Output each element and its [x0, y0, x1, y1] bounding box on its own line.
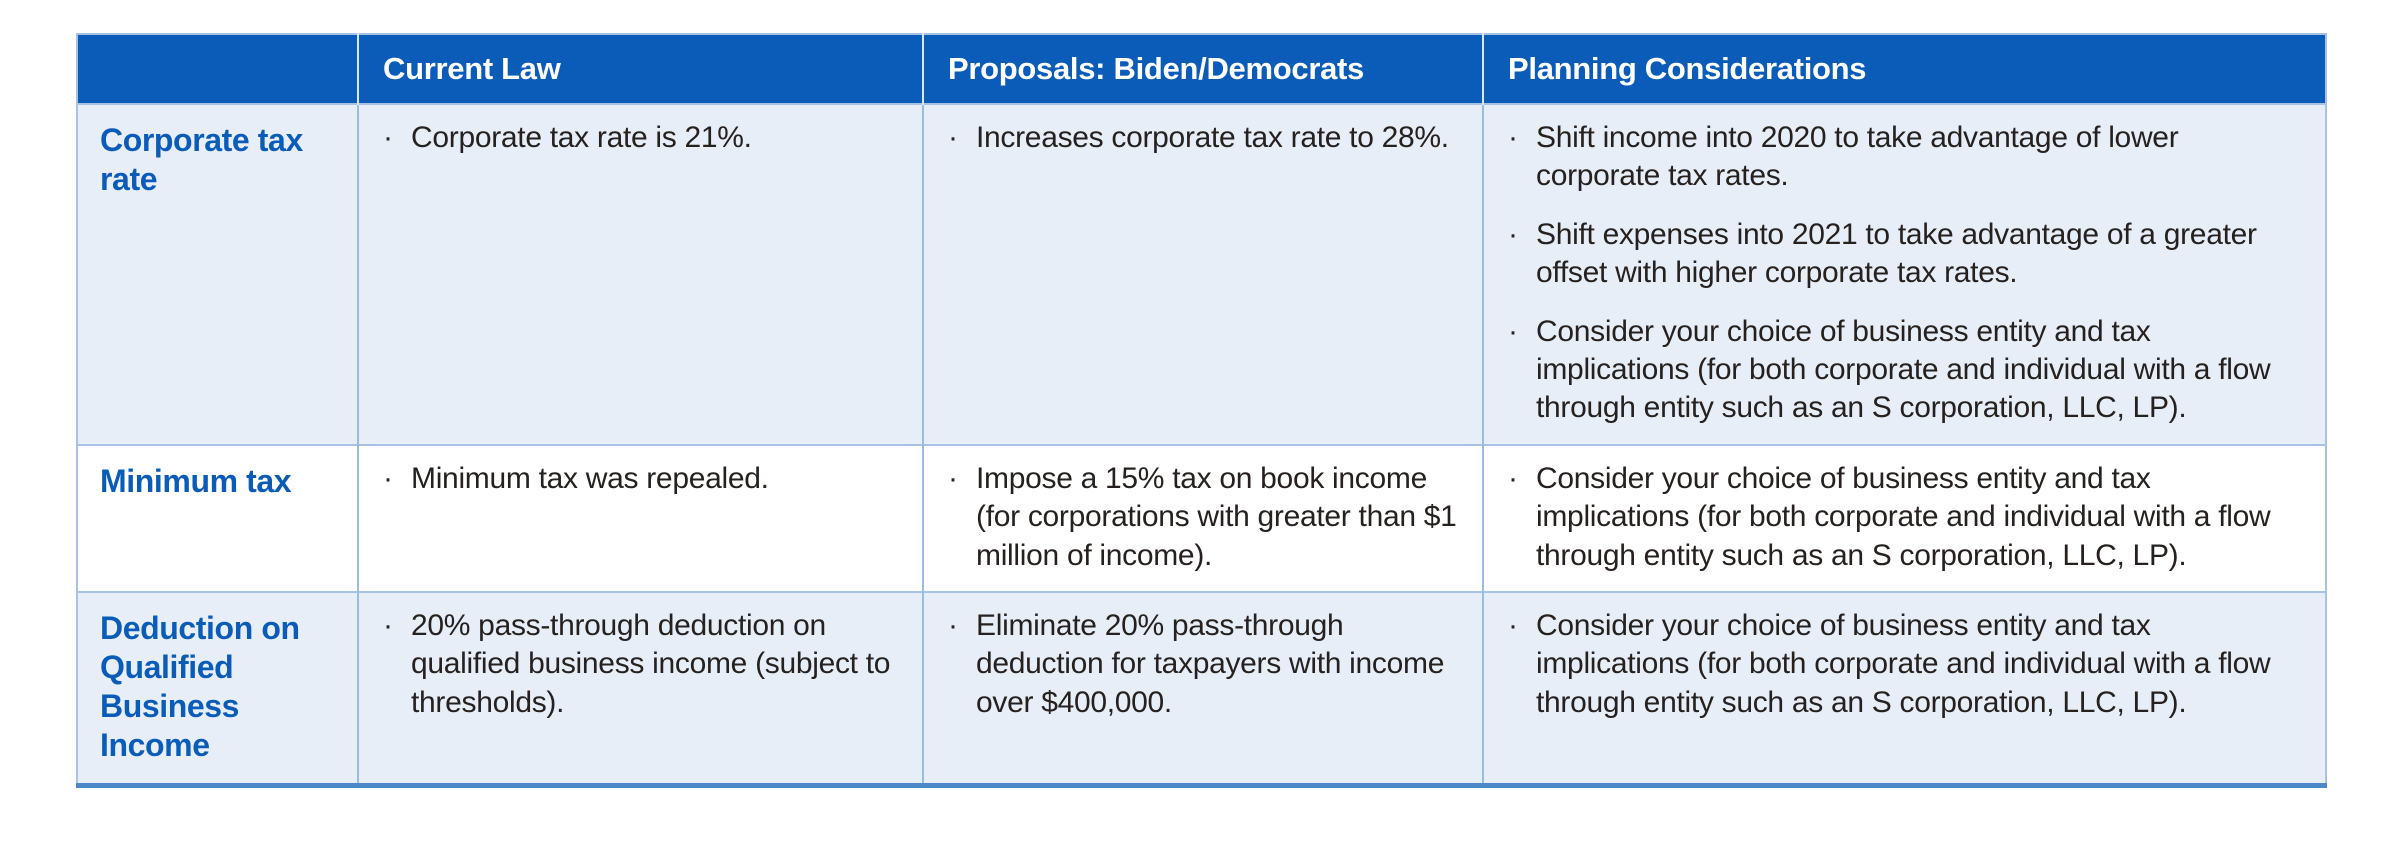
- bullet-text: Increases corporate tax rate to 28%.: [976, 121, 1449, 154]
- bullet-text: Impose a 15% tax on book income (for corporations with greater than $1 million of income).: [976, 461, 1457, 572]
- bullet-icon: ·: [948, 121, 958, 154]
- table-row: [77, 592, 2326, 786]
- bullet-icon: ·: [1508, 121, 1518, 154]
- bullet-text: Consider your choice of business entity and tax implications (for both corporate and individual with a flow through entity such as an S corporation, LLC, LP).: [1536, 461, 2271, 572]
- bullet-item: [1508, 313, 2307, 428]
- row-topic-label: Deduction on Qualified Business Income: [100, 609, 300, 763]
- bullet-item: [948, 119, 1464, 157]
- row-topic-label: Corporate tax rate: [100, 122, 303, 198]
- bullet-item: [383, 460, 904, 498]
- cell-proposals: [923, 104, 1483, 445]
- bullet-icon: ·: [383, 461, 393, 495]
- bullet-item: [948, 460, 1464, 575]
- header-current-law: Current Law: [358, 34, 923, 104]
- cell-current-law: [358, 592, 923, 786]
- bullet-icon: ·: [1508, 608, 1518, 642]
- cell-planning: [1483, 592, 2326, 786]
- bullet-icon: ·: [1508, 461, 1518, 495]
- header-planning-considerations: Planning Considerations: [1483, 34, 2326, 104]
- header-topic: [77, 34, 358, 104]
- header-row: [77, 34, 2326, 104]
- bullet-text: Consider your choice of business entity and tax implications (for both corporate and individual with a flow through entity such as an S corporation, LLC, LP).: [1536, 314, 2271, 425]
- bullet-item: [948, 607, 1464, 722]
- cell-proposals: [923, 445, 1483, 592]
- bullet-text: Shift income into 2020 to take advantage of lower corporate tax rates.: [1536, 121, 2179, 193]
- bullet-item: [1508, 119, 2307, 196]
- bullet-icon: ·: [948, 608, 958, 642]
- bullet-item: [1508, 216, 2307, 293]
- header-proposals-biden-democrats: Proposals: Biden/Democrats: [923, 34, 1483, 104]
- bullet-item: [1508, 607, 2307, 722]
- bullet-icon: ·: [383, 121, 393, 154]
- bullet-item: [383, 607, 904, 722]
- bullet-icon: ·: [383, 608, 393, 642]
- bullet-icon: ·: [1508, 217, 1518, 251]
- bullet-text: Consider your choice of business entity and tax implications (for both corporate and individual with a flow through entity such as an S corporation, LLC, LP).: [1536, 608, 2271, 719]
- cell-current-law: [358, 445, 923, 592]
- row-topic-cell: [77, 445, 358, 592]
- bullet-text: Eliminate 20% pass-through deduction for taxpayers with income over $400,000.: [976, 608, 1445, 719]
- cell-current-law: [358, 104, 923, 445]
- bullet-icon: ·: [948, 461, 958, 495]
- bullet-text: Minimum tax was repealed.: [411, 461, 769, 495]
- tax-comparison-table: [76, 33, 2327, 788]
- row-topic-cell: [77, 592, 358, 786]
- cell-planning: [1483, 445, 2326, 592]
- bullet-item: [383, 119, 904, 157]
- cell-proposals: [923, 592, 1483, 786]
- table-row: [77, 104, 2326, 445]
- row-topic-cell: [77, 104, 358, 445]
- bullet-item: [1508, 460, 2307, 575]
- bullet-text: Corporate tax rate is 21%.: [411, 121, 752, 154]
- bullet-icon: ·: [1508, 314, 1518, 348]
- cell-planning: [1483, 104, 2326, 445]
- bullet-text: 20% pass-through deduction on qualified business income (subject to thresholds).: [411, 608, 891, 719]
- table-row: [77, 445, 2326, 592]
- bullet-text: Shift expenses into 2021 to take advantage of a greater offset with higher corporate tax rates.: [1536, 217, 2257, 290]
- row-topic-label: Minimum tax: [100, 462, 292, 499]
